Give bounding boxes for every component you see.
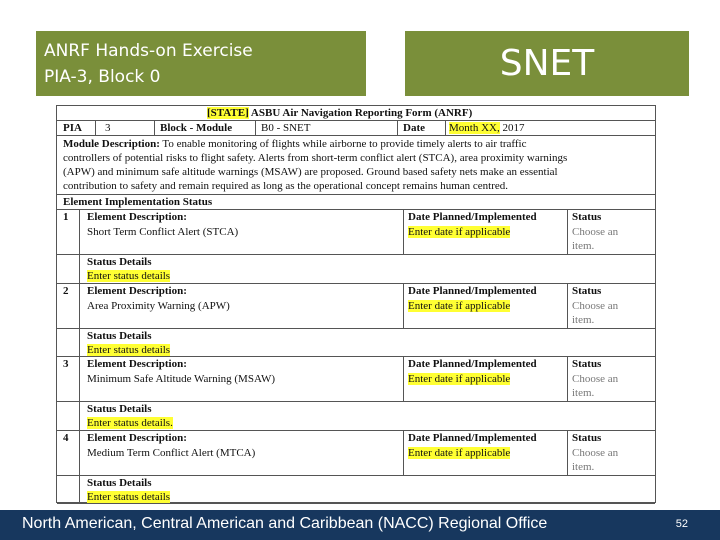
element-number: 1: [63, 211, 69, 223]
element-date-label: Date Planned/Implemented: [408, 431, 537, 444]
status-details-field[interactable]: Enter status details: [87, 343, 171, 356]
form-title: ASBU Air Navigation Reporting Form (ANRF): [250, 107, 473, 119]
date-label: Date: [403, 122, 425, 134]
element-status-dropdown[interactable]: Choose an: [572, 446, 619, 459]
element-status-dropdown[interactable]: Choose an: [572, 299, 619, 312]
element-date-field[interactable]: Enter date if applicable: [408, 226, 511, 238]
element-desc-label: Element Description:: [87, 284, 187, 297]
slide-topic: SNET: [499, 43, 595, 84]
element-status-dropdown[interactable]: Choose an: [572, 373, 619, 385]
date-month[interactable]: Month XX,: [449, 122, 500, 134]
form-title-row: [57, 106, 655, 121]
element-desc-label: Element Description:: [87, 211, 187, 223]
element-number: 4: [63, 431, 69, 444]
module-desc-line3: (APW) and minimum safe altitude warnings (MSAW) are proposed. Ground based safety nets make an essential: [63, 166, 558, 178]
element-status-dropdown[interactable]: Choose an: [572, 226, 619, 238]
element-desc[interactable]: Short Term Conflict Alert (STCA): [87, 226, 239, 238]
element-status-dropdown-cont[interactable]: item.: [572, 313, 595, 326]
element-status-dropdown-cont[interactable]: item.: [572, 240, 595, 252]
module-description-row: [57, 136, 655, 195]
element-status-label: Status: [572, 211, 602, 223]
anrf-form: [56, 105, 656, 503]
module-desc-label: Module Description:: [63, 138, 160, 150]
element-status-label: Status: [572, 431, 602, 444]
slide-topic-box: [405, 31, 689, 96]
status-details-label: Status Details: [87, 476, 152, 489]
module-desc-line2: controllers of potential risks to flight safety. Alerts from short-term conflict alert (STCA), area proximity warnings: [63, 152, 568, 164]
impl-status-label: Element Implementation Status: [63, 196, 213, 208]
element-desc[interactable]: Medium Term Conflict Alert (MTCA): [87, 446, 256, 459]
element-date-label: Date Planned/Implemented: [408, 284, 537, 297]
status-details-label: Status Details: [87, 403, 152, 415]
module-desc-line4: contribution to safety and remain required as long as the operational concept remains human centred.: [63, 180, 509, 192]
status-details-label: Status Details: [87, 329, 152, 342]
block-label: Block - Module: [160, 122, 233, 134]
block-value[interactable]: B0 - SNET: [261, 122, 311, 134]
element-status-dropdown-cont[interactable]: item.: [572, 460, 595, 473]
element-number: 3: [63, 358, 69, 370]
element-desc-label: Element Description:: [87, 431, 187, 444]
element-desc[interactable]: Minimum Safe Altitude Warning (MSAW): [87, 373, 276, 385]
element-date-field[interactable]: Enter date if applicable: [408, 373, 511, 385]
state-tag[interactable]: [STATE]: [207, 107, 249, 119]
footer-text: North American, Central American and Caribbean (NACC) Regional Office: [22, 515, 548, 532]
pia-row: [57, 121, 655, 136]
element-desc-label: Element Description:: [87, 358, 187, 370]
module-desc-line1: To enable monitoring of flights while airborne to provide timely alerts to air traffic: [162, 138, 527, 150]
status-details-field[interactable]: Enter status details: [87, 490, 171, 503]
element-desc[interactable]: Area Proximity Warning (APW): [87, 299, 230, 312]
element-status-dropdown-cont[interactable]: item.: [572, 387, 595, 399]
pia-label: PIA: [63, 122, 82, 134]
status-details-field[interactable]: Enter status details: [87, 270, 171, 282]
element-date-label: Date Planned/Implemented: [408, 211, 537, 223]
slide-title-line2: PIA-3, Block 0: [44, 67, 161, 87]
element-number: 2: [63, 284, 69, 297]
status-details-field[interactable]: Enter status details.: [87, 417, 173, 429]
footer-bar: [0, 510, 720, 540]
element-status-label: Status: [572, 358, 602, 370]
date-year[interactable]: 2017: [502, 122, 525, 134]
status-details-label: Status Details: [87, 256, 152, 268]
element-date-label: Date Planned/Implemented: [408, 358, 537, 370]
pia-value[interactable]: 3: [105, 122, 111, 134]
element-date-field[interactable]: Enter date if applicable: [408, 299, 511, 312]
slide-title-line1: ANRF Hands-on Exercise: [44, 41, 253, 61]
impl-status-row: [57, 195, 655, 210]
element-status-label: Status: [572, 284, 602, 297]
element-date-field[interactable]: Enter date if applicable: [408, 446, 511, 459]
slide-title-box: [36, 31, 366, 96]
page-number: 52: [675, 518, 688, 530]
